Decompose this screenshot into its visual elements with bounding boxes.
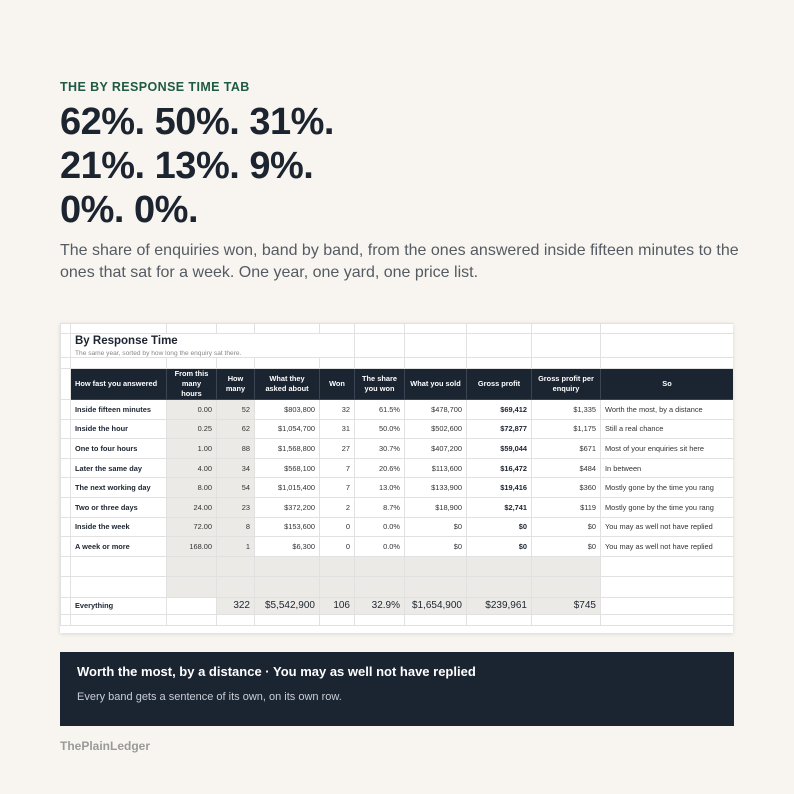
column-header: Gross profit — [467, 369, 532, 400]
total-won: 106 — [320, 597, 355, 614]
per-enquiry-cell: $1,175 — [532, 419, 601, 439]
share-cell: 30.7% — [355, 439, 405, 459]
count-cell: 52 — [217, 400, 255, 420]
hours-cell: 8.00 — [167, 478, 217, 498]
hours-cell: 168.00 — [167, 537, 217, 557]
brand-name: ThePlainLedger — [60, 739, 151, 753]
response-time-table — [60, 323, 733, 626]
sold-cell: $502,600 — [405, 419, 467, 439]
so-cell: Still a real chance — [601, 419, 734, 439]
headline-line-2: 21%. 13%. 9%. — [60, 145, 314, 187]
count-cell: 23 — [217, 497, 255, 517]
banner-body: Every band gets a sentence of its own, on its own row. — [77, 691, 342, 703]
profit-cell: $16,472 — [467, 458, 532, 478]
table-row — [61, 400, 734, 420]
table-row — [61, 497, 734, 517]
table-row — [61, 458, 734, 478]
sold-cell: $113,600 — [405, 458, 467, 478]
headline-line-3: 0%. 0%. — [60, 189, 199, 231]
won-cell: 27 — [320, 439, 355, 459]
headline-line-1: 62%. 50%. 31%. — [60, 101, 334, 143]
profit-cell: $0 — [467, 537, 532, 557]
won-cell: 2 — [320, 497, 355, 517]
column-header: How many — [217, 369, 255, 400]
band-cell: Two or three days — [71, 497, 167, 517]
so-cell: Worth the most, by a distance — [601, 400, 734, 420]
column-header: From this many hours — [167, 369, 217, 400]
banner-title: Worth the most, by a distance · You may as well not have replied — [77, 664, 476, 679]
headline — [60, 100, 334, 232]
won-cell: 32 — [320, 400, 355, 420]
total-per-enquiry: $745 — [532, 597, 601, 614]
profit-cell: $72,877 — [467, 419, 532, 439]
total-share: 32.9% — [355, 597, 405, 614]
empty-row — [61, 577, 734, 598]
sold-cell: $478,700 — [405, 400, 467, 420]
table-header-row — [61, 369, 734, 400]
total-row — [61, 597, 734, 614]
hours-cell: 1.00 — [167, 439, 217, 459]
per-enquiry-cell: $0 — [532, 517, 601, 537]
band-cell: Inside the week — [71, 517, 167, 537]
total-profit: $239,961 — [467, 597, 532, 614]
asked-cell: $1,015,400 — [255, 478, 320, 498]
profit-cell: $2,741 — [467, 497, 532, 517]
sold-cell: $0 — [405, 517, 467, 537]
column-header: What they asked about — [255, 369, 320, 400]
table-row — [61, 439, 734, 459]
per-enquiry-cell: $671 — [532, 439, 601, 459]
total-sold: $1,654,900 — [405, 597, 467, 614]
hours-cell: 72.00 — [167, 517, 217, 537]
spreadsheet — [60, 323, 733, 633]
column-header: How fast you answered — [71, 369, 167, 400]
hours-cell: 0.00 — [167, 400, 217, 420]
per-enquiry-cell: $119 — [532, 497, 601, 517]
count-cell: 62 — [217, 419, 255, 439]
per-enquiry-cell: $484 — [532, 458, 601, 478]
so-cell: You may as well not have replied — [601, 537, 734, 557]
table-row — [61, 517, 734, 537]
subtitle: The share of enquiries won, band by band, from the ones answered inside fifteen minutes to the ones that sat for a week. One year, one yard, one price list. — [60, 242, 739, 281]
so-cell: Mostly gone by the time you rang — [601, 478, 734, 498]
eyebrow-label: THE BY RESPONSE TIME TAB — [60, 80, 250, 94]
band-cell: Inside fifteen minutes — [71, 400, 167, 420]
share-cell: 20.6% — [355, 458, 405, 478]
band-cell: Inside the hour — [71, 419, 167, 439]
total-count: 322 — [217, 597, 255, 614]
empty-row — [61, 556, 734, 577]
share-cell: 0.0% — [355, 517, 405, 537]
summary-banner — [60, 652, 734, 726]
sold-cell: $133,900 — [405, 478, 467, 498]
per-enquiry-cell: $1,335 — [532, 400, 601, 420]
asked-cell: $153,600 — [255, 517, 320, 537]
total-label: Everything — [71, 597, 167, 614]
profit-cell: $59,044 — [467, 439, 532, 459]
sold-cell: $407,200 — [405, 439, 467, 459]
share-cell: 61.5% — [355, 400, 405, 420]
so-cell: In between — [601, 458, 734, 478]
won-cell: 0 — [320, 537, 355, 557]
share-cell: 50.0% — [355, 419, 405, 439]
sheet-title: By Response Time — [75, 334, 178, 347]
so-cell: Mostly gone by the time you rang — [601, 497, 734, 517]
profit-cell: $19,416 — [467, 478, 532, 498]
column-header: So — [601, 369, 734, 400]
hours-cell: 24.00 — [167, 497, 217, 517]
asked-cell: $372,200 — [255, 497, 320, 517]
count-cell: 88 — [217, 439, 255, 459]
so-cell: Most of your enquiries sit here — [601, 439, 734, 459]
profit-cell: $0 — [467, 517, 532, 537]
table-row — [61, 419, 734, 439]
so-cell: You may as well not have replied — [601, 517, 734, 537]
count-cell: 54 — [217, 478, 255, 498]
share-cell: 0.0% — [355, 537, 405, 557]
hours-cell: 4.00 — [167, 458, 217, 478]
count-cell: 8 — [217, 517, 255, 537]
band-cell: The next working day — [71, 478, 167, 498]
per-enquiry-cell: $360 — [532, 478, 601, 498]
band-cell: A week or more — [71, 537, 167, 557]
column-header: What you sold — [405, 369, 467, 400]
won-cell: 7 — [320, 478, 355, 498]
sold-cell: $0 — [405, 537, 467, 557]
won-cell: 7 — [320, 458, 355, 478]
won-cell: 31 — [320, 419, 355, 439]
column-header: The share you won — [355, 369, 405, 400]
won-cell: 0 — [320, 517, 355, 537]
band-cell: Later the same day — [71, 458, 167, 478]
total-asked: $5,542,900 — [255, 597, 320, 614]
asked-cell: $1,568,800 — [255, 439, 320, 459]
column-header: Gross profit per enquiry — [532, 369, 601, 400]
share-cell: 8.7% — [355, 497, 405, 517]
column-header: Won — [320, 369, 355, 400]
asked-cell: $803,800 — [255, 400, 320, 420]
hours-cell: 0.25 — [167, 419, 217, 439]
count-cell: 1 — [217, 537, 255, 557]
sheet-subtitle: The same year, sorted by how long the enquiry sat there. — [75, 349, 242, 357]
asked-cell: $1,054,700 — [255, 419, 320, 439]
per-enquiry-cell: $0 — [532, 537, 601, 557]
share-cell: 13.0% — [355, 478, 405, 498]
profit-cell: $69,412 — [467, 400, 532, 420]
table-row — [61, 478, 734, 498]
sold-cell: $18,900 — [405, 497, 467, 517]
asked-cell: $6,300 — [255, 537, 320, 557]
count-cell: 34 — [217, 458, 255, 478]
band-cell: One to four hours — [71, 439, 167, 459]
asked-cell: $568,100 — [255, 458, 320, 478]
table-row — [61, 537, 734, 557]
